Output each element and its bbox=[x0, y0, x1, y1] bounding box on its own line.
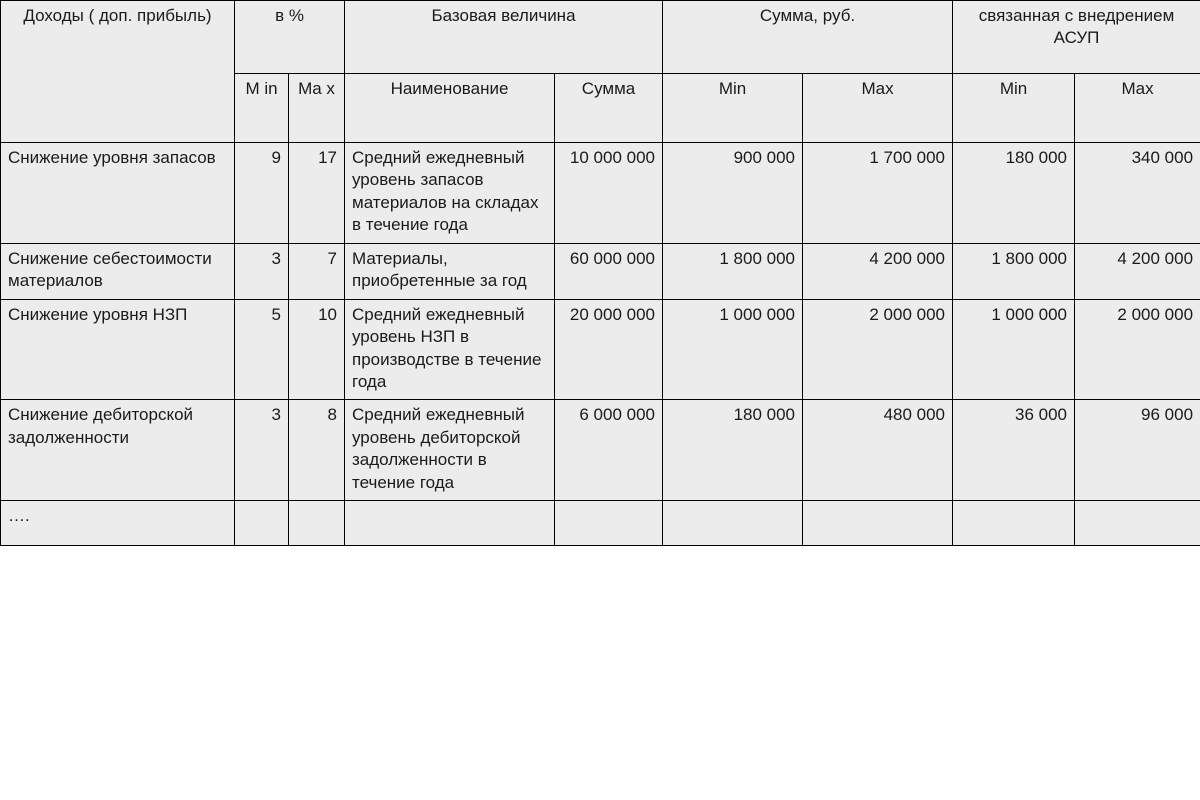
header-sum-min: Min bbox=[663, 74, 803, 143]
cell-sum-min: 1 800 000 bbox=[663, 243, 803, 299]
cell-sum-max: 1 700 000 bbox=[803, 143, 953, 244]
cell-income: Снижение уровня запасов bbox=[1, 143, 235, 244]
cell-eco-max bbox=[1075, 501, 1200, 546]
cell-income: Снижение дебиторской задолженности bbox=[1, 400, 235, 501]
cell-sum-max: 480 000 bbox=[803, 400, 953, 501]
cell-base-name: Средний ежедневный уровень запасов материалов на складах в течение года bbox=[345, 143, 555, 244]
cell-sum-max: 4 200 000 bbox=[803, 243, 953, 299]
header-eco-min: Min bbox=[953, 74, 1075, 143]
cell-income: Снижение уровня НЗП bbox=[1, 299, 235, 400]
header-sum-max: Max bbox=[803, 74, 953, 143]
cell-sum-min: 900 000 bbox=[663, 143, 803, 244]
cell-pct-min: 5 bbox=[235, 299, 289, 400]
header-pct-min: M in bbox=[235, 74, 289, 143]
cell-eco-max: 96 000 bbox=[1075, 400, 1200, 501]
cell-eco-min: 1 800 000 bbox=[953, 243, 1075, 299]
table-row bbox=[1, 243, 1200, 299]
cell-eco-max: 4 200 000 bbox=[1075, 243, 1200, 299]
cell-sum-min: 1 000 000 bbox=[663, 299, 803, 400]
header-base-value: Базовая величина bbox=[345, 1, 663, 74]
cell-base-name: Материалы, приобретенные за год bbox=[345, 243, 555, 299]
cell-base-sum: 60 000 000 bbox=[555, 243, 663, 299]
cell-income: …. bbox=[1, 501, 235, 546]
cell-pct-max: 17 bbox=[289, 143, 345, 244]
header-row-top bbox=[1, 1, 1200, 74]
header-base-name: Наименование bbox=[345, 74, 555, 143]
cell-sum-min: 180 000 bbox=[663, 400, 803, 501]
cell-eco-min: 1 000 000 bbox=[953, 299, 1075, 400]
cell-pct-max: 8 bbox=[289, 400, 345, 501]
header-eco-max: Max bbox=[1075, 74, 1200, 143]
header-sum-rub: Сумма, руб. bbox=[663, 1, 953, 74]
cell-pct-max: 7 bbox=[289, 243, 345, 299]
cell-eco-max: 340 000 bbox=[1075, 143, 1200, 244]
cell-sum-max bbox=[803, 501, 953, 546]
cell-pct-max: 10 bbox=[289, 299, 345, 400]
cell-eco-min bbox=[953, 501, 1075, 546]
table-row bbox=[1, 501, 1200, 546]
cell-base-name: Средний ежедневный уровень НЗП в производстве в течение года bbox=[345, 299, 555, 400]
cell-base-name: Средний ежедневный уровень дебиторской задолженности в течение года bbox=[345, 400, 555, 501]
cell-base-sum: 10 000 000 bbox=[555, 143, 663, 244]
table-row bbox=[1, 299, 1200, 400]
cell-income: Снижение себестоимости материалов bbox=[1, 243, 235, 299]
header-economy: связанная с внедрением АСУП bbox=[953, 1, 1200, 74]
cell-base-name bbox=[345, 501, 555, 546]
header-percent: в % bbox=[235, 1, 345, 74]
cell-pct-min: 3 bbox=[235, 400, 289, 501]
cell-eco-min: 180 000 bbox=[953, 143, 1075, 244]
cell-base-sum bbox=[555, 501, 663, 546]
cell-eco-max: 2 000 000 bbox=[1075, 299, 1200, 400]
cell-pct-min bbox=[235, 501, 289, 546]
table-body bbox=[1, 143, 1200, 546]
header-base-sum: Сумма bbox=[555, 74, 663, 143]
table-header bbox=[1, 1, 1200, 143]
cell-pct-min: 3 bbox=[235, 243, 289, 299]
header-income: Доходы ( доп. прибыль) bbox=[1, 1, 235, 143]
table-row bbox=[1, 400, 1200, 501]
cell-pct-min: 9 bbox=[235, 143, 289, 244]
table-row bbox=[1, 143, 1200, 244]
header-pct-max: Ma x bbox=[289, 74, 345, 143]
cell-eco-min: 36 000 bbox=[953, 400, 1075, 501]
cell-pct-max bbox=[289, 501, 345, 546]
cell-sum-min bbox=[663, 501, 803, 546]
cell-base-sum: 6 000 000 bbox=[555, 400, 663, 501]
cell-base-sum: 20 000 000 bbox=[555, 299, 663, 400]
cell-sum-max: 2 000 000 bbox=[803, 299, 953, 400]
